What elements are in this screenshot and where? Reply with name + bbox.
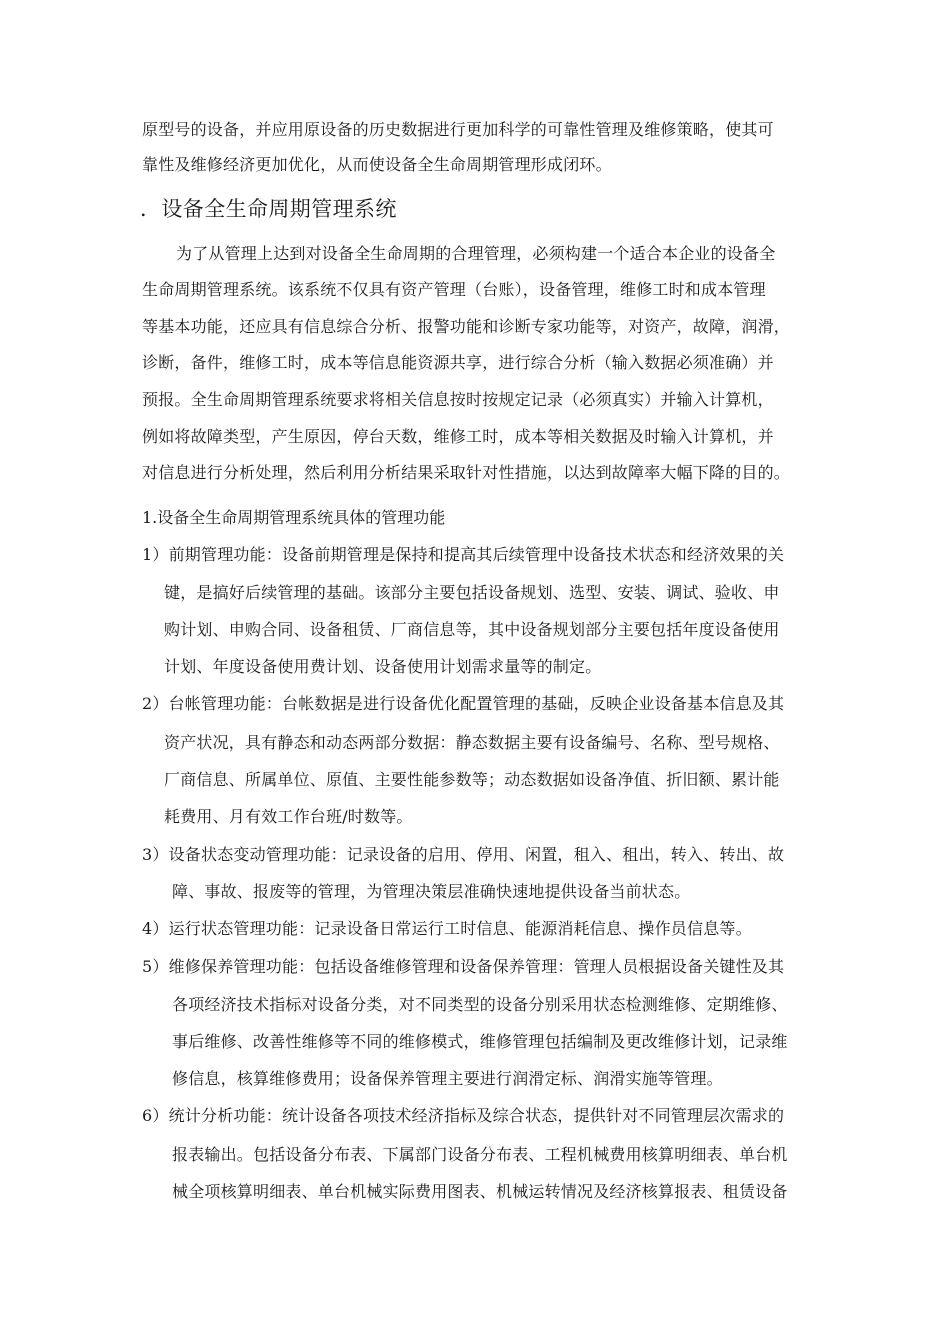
item-line: 耗费用、月有效工作台班/时数等。: [164, 807, 413, 826]
item-number: 4）: [142, 919, 169, 938]
item-line: 报表输出。包括设备分布表、下属部门设备分布表、工程机械费用核算明细表、单台机: [172, 1145, 788, 1164]
intro-line: 原型号的设备，并应用原设备的历史数据进行更加科学的可靠性管理及维修策略，使其可: [142, 120, 774, 139]
item-number: 3）: [142, 845, 169, 864]
paragraph-line: 例如将故障类型，产生原因，停台天数，维修工时，成本等相关数据及时输入计算机，并: [142, 427, 774, 446]
item-line: 厂商信息、所属单位、原值、主要性能参数等；动态数据如设备净值、折旧额、累计能: [164, 770, 780, 789]
list-item: [142, 1106, 784, 1126]
list-item: [142, 919, 752, 939]
paragraph-line: 诊断，备件，维修工时，成本等信息能资源共享，进行综合分析（输入数据必须准确）并: [142, 353, 774, 372]
item-line: 购计划、申购合同、设备租赁、厂商信息等，其中设备规划部分主要包括年度设备使用: [164, 620, 780, 639]
item-line: 运行状态管理功能：记录设备日常运行工时信息、能源消耗信息、操作员信息等。: [168, 919, 752, 938]
item-line: 计划、年度设备使用费计划、设备使用计划需求量等的制定。: [164, 657, 602, 676]
item-line: 前期管理功能：设备前期管理是保持和提高其后续管理中设备技术状态和经济效果的关: [168, 545, 785, 564]
item-line: 修信息，核算维修费用；设备保养管理主要进行润滑定标、润滑实施等管理。: [172, 1069, 723, 1088]
list-item: [142, 957, 784, 977]
item-line: 键，是搞好后续管理的基础。该部分主要包括设备规划、选型、安装、调试、验收、申: [164, 583, 780, 602]
item-line: 事后维修、改善性维修等不同的维修模式，维修管理包括编制及更改维修计划，记录维: [172, 1032, 788, 1051]
list-item: [142, 545, 784, 565]
item-line: 维修保养管理功能：包括设备维修管理和设备保养管理：管理人员根据设备关键性及其: [168, 957, 785, 976]
item-number: 1）: [142, 545, 169, 564]
item-number: 6）: [142, 1106, 169, 1125]
item-line: 台帐管理功能：台帐数据是进行设备优化配置管理的基础，反映企业设备基本信息及其: [168, 694, 785, 713]
paragraph-line: 等基本功能，还应具有信息综合分析、报警功能和诊断专家功能等，对资产，故障，润滑，: [142, 317, 791, 336]
item-line: 设备状态变动管理功能：记录设备的启用、停用、闲置，租入、租出，转入、转出、故: [168, 845, 785, 864]
item-number: 5）: [142, 957, 169, 976]
list-item: [142, 845, 784, 865]
section-title: ．设备全生命周期管理系统: [140, 197, 397, 221]
item-line: 资产状况，具有静态和动态两部分数据：静态数据主要有设备编号、名称、型号规格、: [164, 733, 780, 752]
paragraph-line: 生命周期管理系统。该系统不仅具有资产管理（台账），设备管理，维修工时和成本管理: [142, 280, 766, 299]
paragraph-line: 为了从管理上达到对设备全生命周期的合理管理，必须构建一个适合本企业的设备全: [176, 244, 776, 263]
item-line: 械全项核算明细表、单台机械实际费用图表、机械运转情况及经济核算报表、租赁设备: [172, 1182, 788, 1201]
intro-line: 靠性及维修经济更加优化，从而使设备全生命周期管理形成闭环。: [142, 155, 612, 174]
item-line: 统计分析功能：统计设备各项技术经济指标及综合状态，提供针对不同管理层次需求的: [168, 1106, 785, 1125]
paragraph-line: 预报。全生命周期管理系统要求将相关信息按时按规定记录（必须真实）并输入计算机，: [142, 390, 774, 409]
list-item: [142, 694, 784, 714]
item-line: 障、事故、报废等的管理，为管理决策层准确快速地提供设备当前状态。: [172, 882, 691, 901]
item-line: 各项经济技术指标对设备分类，对不同类型的设备分别采用状态检测维修、定期维修、: [172, 995, 788, 1014]
subsection-title: 1.设备全生命周期管理系统具体的管理功能: [142, 508, 446, 527]
paragraph-line: 对信息进行分析处理，然后利用分析结果采取针对性措施，以达到故障率大幅下降的目的。: [142, 463, 791, 482]
item-number: 2）: [142, 694, 169, 713]
